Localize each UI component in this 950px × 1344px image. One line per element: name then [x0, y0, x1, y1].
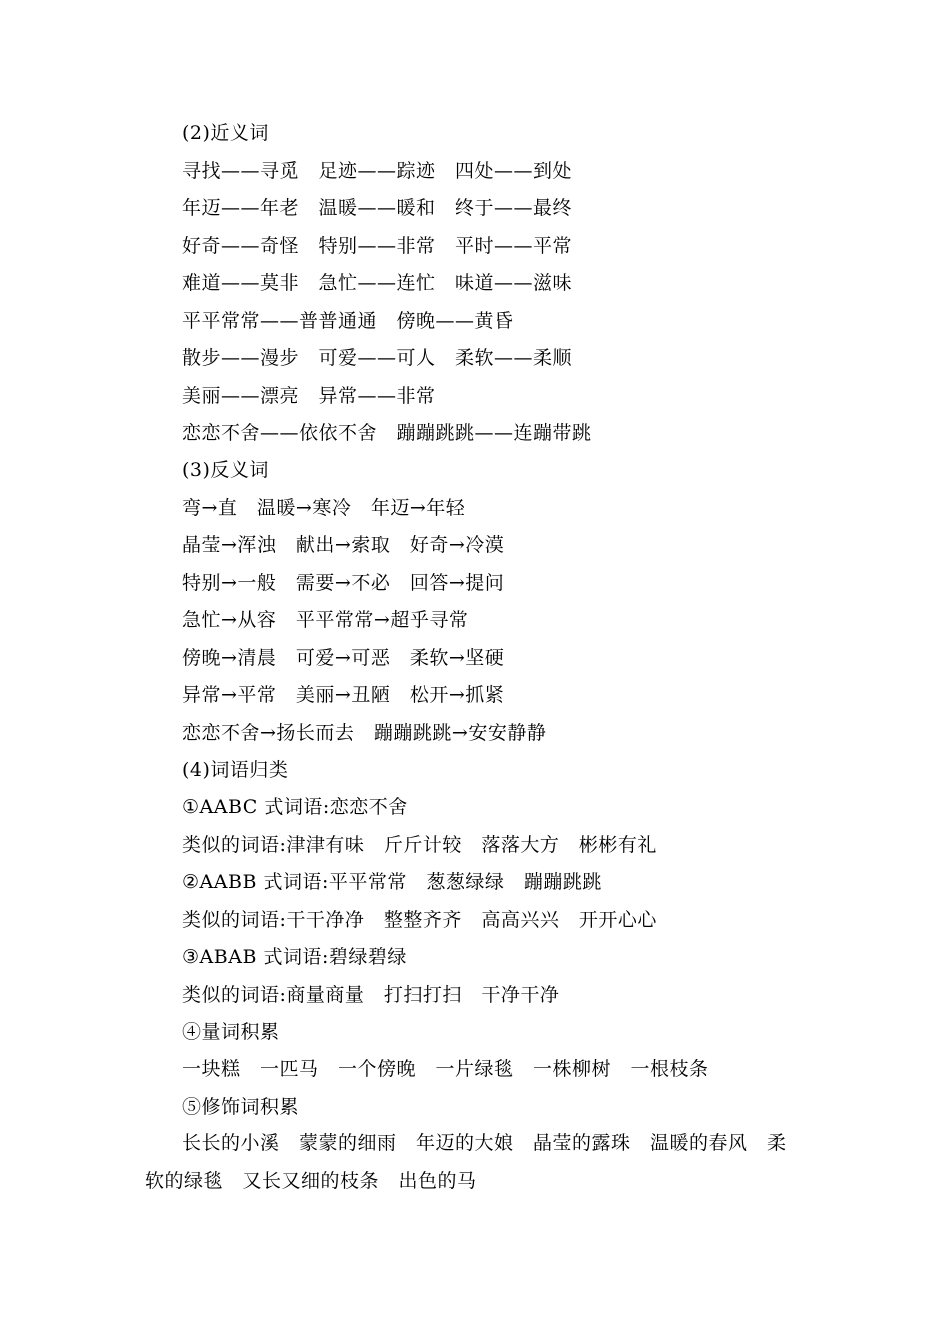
text-line: 类似的词语:干干净净 整整齐齐 高高兴兴 开开心心 — [182, 909, 657, 931]
text-line: 傍晚→清晨 可爱→可恶 柔软→坚硬 — [182, 647, 505, 669]
text-line: 恋恋不舍→扬长而去 蹦蹦跳跳→安安静静 — [182, 722, 547, 744]
heading-synonyms: (2)近义词 — [182, 122, 269, 144]
text-line: 年迈——年老 温暖——暖和 终于——最终 — [182, 197, 573, 219]
text-line: 晶莹→浑浊 献出→索取 好奇→冷漠 — [182, 534, 505, 556]
heading-antonyms: (3)反义词 — [182, 459, 269, 481]
text-line: 美丽——漂亮 异常——非常 — [182, 385, 436, 407]
heading-measure-words: ④量词积累 — [182, 1021, 280, 1043]
text-line: 类似的词语:商量商量 打扫打扫 干净干净 — [182, 984, 560, 1006]
text-line: 急忙→从容 平平常常→超乎寻常 — [182, 609, 469, 631]
text-line: 弯→直 温暖→寒冷 年迈→年轻 — [182, 497, 466, 519]
text-line: 平平常常——普普通通 傍晚——黄昏 — [182, 310, 514, 332]
text-line: 恋恋不舍——依依不舍 蹦蹦跳跳——连蹦带跳 — [182, 422, 592, 444]
text-line: 异常→平常 美丽→丑陋 松开→抓紧 — [182, 684, 505, 706]
text-line: 特别→一般 需要→不必 回答→提问 — [182, 572, 505, 594]
text-line: ①AABC 式词语:恋恋不舍 — [182, 796, 408, 818]
text-line: 类似的词语:津津有味 斤斤计较 落落大方 彬彬有礼 — [182, 834, 657, 856]
text-line: ②AABB 式词语:平平常常 葱葱绿绿 蹦蹦跳跳 — [182, 871, 602, 893]
text-line: ③ABAB 式词语:碧绿碧绿 — [182, 946, 407, 968]
heading-modifiers: ⑤修饰词积累 — [182, 1096, 300, 1118]
heading-word-classification: (4)词语归类 — [182, 759, 289, 781]
text-line: 好奇——奇怪 特别——非常 平时——平常 — [182, 235, 573, 257]
modifiers-paragraph: 长长的小溪 蒙蒙的细雨 年迈的大娘 晶莹的露珠 温暖的春风 柔软的绿毯 又长又细的枝条 出色的马 — [145, 1132, 787, 1192]
text-line: 难道——莫非 急忙——连忙 味道——滋味 — [182, 272, 573, 294]
text-line: 散步——漫步 可爱——可人 柔软——柔顺 — [182, 347, 573, 369]
text-line: 一块糕 一匹马 一个傍晚 一片绿毯 一株柳树 一根枝条 — [182, 1058, 709, 1080]
text-line: 寻找——寻觅 足迹——踪迹 四处——到处 — [182, 160, 573, 182]
